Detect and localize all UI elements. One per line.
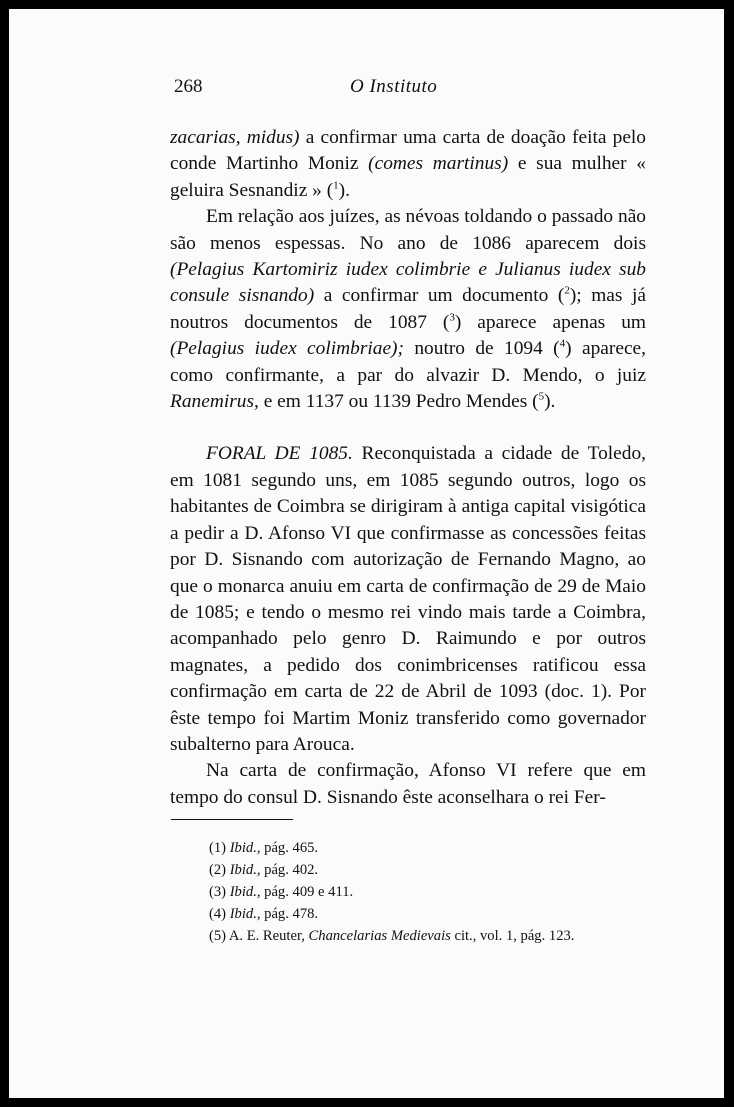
italic-text: Ranemirus, bbox=[170, 391, 259, 413]
footnote-mark: (1) bbox=[209, 840, 227, 856]
footnote-text: pág. 478. bbox=[260, 906, 319, 922]
text-run: e sua mulher « geluira Sesnandiz » ( bbox=[170, 153, 646, 201]
page-header bbox=[174, 76, 654, 108]
text-run: Reconquistada a cidade de Toledo, em 1081 segundo uns, em 1085 segundo outros, logo os habitantes de Coimbra se dirigiram à antiga capital visigótica a pedir a D. Afonso VI que confirmasse as concessões feitas por D. Sisnando com autorização de Fernando Magno, ao que o monarca anuiu em carta de confirmação de 29 de Maio de 1085; e tendo o mesmo rei vindo mais tarde a Coimbra, acompanhado pelo genro D. Raimundo e por outros magnates, a pedido dos conimbricenses ratificou essa confirmação em carta de 22 de Abril de 1093 (doc. 1). Por êste tempo foi Martim Moniz transferido como governador subalterno para Arouca. bbox=[170, 443, 646, 755]
footnote-text: pág. 465. bbox=[260, 840, 319, 856]
italic-text: (Pelagius Kartomiriz iudex colimbrie e Julianus iudex sub consule sisnando) bbox=[170, 259, 646, 307]
text-run: e em 1137 ou 1139 Pedro Mendes ( bbox=[258, 391, 539, 413]
paragraph bbox=[170, 758, 646, 811]
footnote-mark: (5) bbox=[209, 928, 227, 944]
footnote-mark: (2) bbox=[209, 862, 227, 878]
footnote bbox=[209, 881, 649, 903]
text-run: Em relação aos juízes, as névoas toldando o passado não são menos espessas. No ano de 1086 aparecem dois bbox=[170, 206, 646, 254]
text-run: ) aparece, como confirmante, a par do alvazir D. Mendo, o juiz bbox=[170, 338, 647, 386]
footnote-mark: (3) bbox=[209, 884, 227, 900]
paragraph bbox=[170, 204, 646, 415]
footnote-italic: Ibid., bbox=[229, 884, 261, 900]
text-run: ) aparece apenas um bbox=[454, 311, 646, 333]
footnote-italic: Ibid., bbox=[229, 906, 261, 922]
italic-text: (Pelagius iudex colimbriae); bbox=[170, 338, 404, 360]
text-run: Na carta de confirmação, Afonso VI refere que em tempo do consul D. Sisnando êste aconselhara o rei Fer- bbox=[170, 760, 646, 808]
footnote-mark: (4) bbox=[209, 906, 227, 922]
paragraph bbox=[170, 125, 646, 204]
footnote-reference: 2 bbox=[564, 284, 570, 297]
footnote-reference: 4 bbox=[559, 337, 566, 350]
italic-text: (comes martinus) bbox=[368, 153, 509, 175]
text-run: ). bbox=[544, 391, 556, 413]
footnote-text: A. E. Reuter, bbox=[226, 928, 309, 944]
footnote-italic: Chancelarias Medievais bbox=[308, 928, 451, 944]
footnote-text: pág. 402. bbox=[260, 862, 319, 878]
italic-text: zacarias, midus) bbox=[170, 127, 300, 148]
footnote-italic: Ibid., bbox=[229, 862, 261, 878]
footnotes bbox=[209, 837, 649, 947]
footnote bbox=[209, 903, 649, 925]
footnote-rule bbox=[171, 819, 293, 820]
footnote bbox=[209, 837, 649, 859]
text-run: noutro de 1094 ( bbox=[403, 338, 560, 360]
footnote-reference: 1 bbox=[333, 179, 339, 192]
text-run: ); mas já noutros documentos de 1087 ( bbox=[170, 285, 646, 333]
paragraph-gap bbox=[170, 415, 646, 441]
page-number: 268 bbox=[174, 76, 203, 97]
footnote-italic: Ibid., bbox=[229, 840, 261, 856]
footnote bbox=[209, 859, 649, 881]
footnote-reference: 3 bbox=[449, 311, 455, 324]
footnote bbox=[209, 925, 649, 947]
footnote-text: pág. 409 e 411. bbox=[260, 884, 354, 900]
footnote-reference: 5 bbox=[538, 390, 545, 403]
text-run: a confirmar uma carta de doação feita pelo conde Martinho Moniz bbox=[170, 127, 647, 175]
text-run: a confirmar um documento ( bbox=[314, 285, 565, 307]
text-run: ). bbox=[338, 179, 350, 201]
paragraph bbox=[170, 441, 646, 758]
body-text bbox=[170, 125, 646, 811]
running-title: O Instituto bbox=[350, 76, 438, 97]
italic-text: FORAL DE 1085. bbox=[206, 443, 353, 465]
footnote-text: cit., vol. 1, pág. 123. bbox=[450, 928, 575, 944]
